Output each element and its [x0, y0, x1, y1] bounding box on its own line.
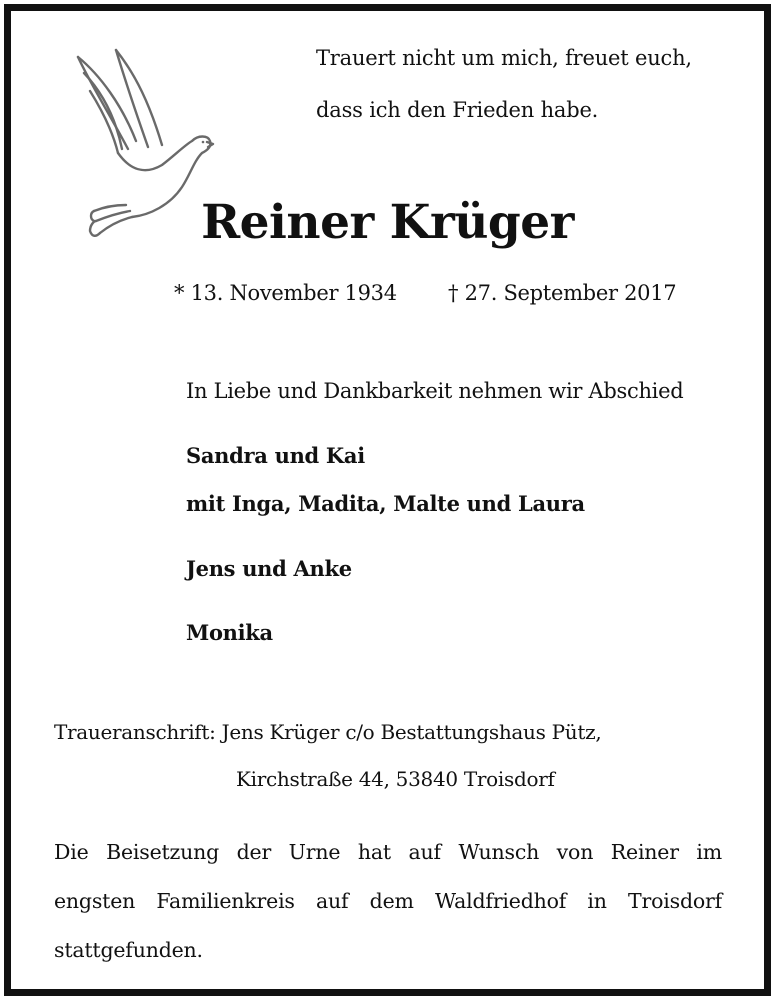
condolence-address-line-2: Kirchstraße 44, 53840 Troisdorf: [236, 767, 555, 791]
birth-date: * 13. November 1934: [174, 281, 397, 305]
deceased-name: Reiner Krüger: [201, 195, 574, 250]
motto-line-1: Trauert nicht um mich, freuet euch,: [316, 46, 692, 70]
mourner-name: Monika: [186, 620, 273, 645]
farewell-intro: In Liebe und Dankbarkeit nehmen wir Abschied: [186, 379, 684, 403]
condolence-address-line-1: Traueranschrift: Jens Krüger c/o Bestattungshaus Pütz,: [54, 720, 602, 744]
burial-notice: Die Beisetzung der Urne hat auf Wunsch von Reiner im engsten Familienkreis auf dem Waldfriedhof in Troisdorf stattgefunden.: [54, 840, 722, 962]
mourner-name: Jens und Anke: [186, 556, 352, 581]
mourner-name: Sandra und Kai: [186, 443, 365, 468]
mourner-name: mit Inga, Madita, Malte und Laura: [186, 491, 585, 516]
death-date: † 27. September 2017: [448, 281, 677, 305]
motto-line-2: dass ich den Frieden habe.: [316, 98, 599, 122]
